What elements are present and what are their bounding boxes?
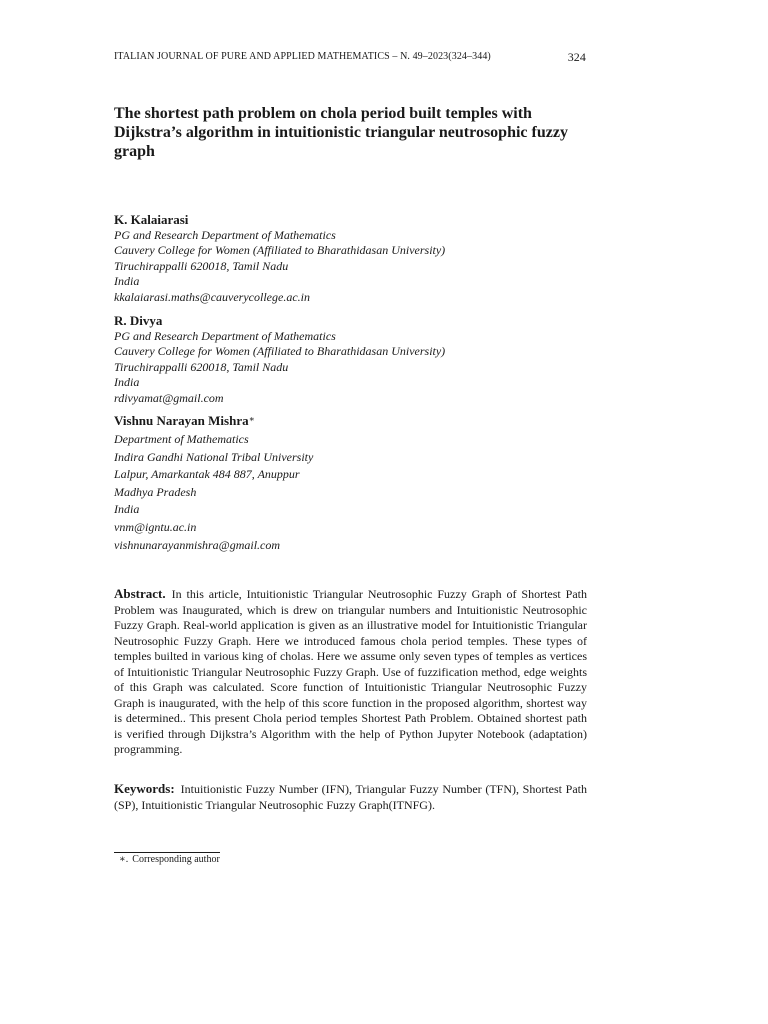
- author-email: vnm@igntu.ac.in: [114, 519, 197, 534]
- author-block-divya: [114, 312, 594, 406]
- author-name: [114, 411, 594, 431]
- footnote-text: Corresponding author: [132, 854, 220, 865]
- affiliation-city: Tiruchirappalli 620018, Tamil Nadu: [114, 359, 289, 374]
- affiliation-city: Tiruchirappalli 620018, Tamil Nadu: [114, 258, 289, 273]
- footnote-marker: ∗.: [119, 854, 129, 865]
- page-number: 324: [567, 50, 586, 64]
- affiliation-college: Cauvery College for Women (Affiliated to Bharathidasan University): [114, 243, 446, 258]
- author-name: K. Kalaiarasi: [114, 212, 189, 227]
- author-email: kkalaiarasi.maths@cauverycollege.ac.in: [114, 289, 310, 304]
- affiliation-department: Department of Mathematics: [114, 432, 249, 446]
- author-name: R. Divya: [114, 313, 163, 328]
- corresponding-author-marker: ∗: [248, 414, 255, 424]
- affiliation-country: India: [114, 502, 140, 517]
- author-name-text: Vishnu Narayan Mishra: [114, 413, 249, 428]
- paper-title: The shortest path problem on chola period built temples with Dijkstra’s algorithm in intuitionistic triangular neutrosophic fuzzy graph: [114, 105, 568, 160]
- abstract-label: Abstract.: [114, 586, 166, 601]
- affiliation-department: PG and Research Department of Mathematics: [114, 228, 336, 242]
- running-head: [114, 51, 586, 62]
- author-email: rdivyamat@gmail.com: [114, 390, 224, 405]
- affiliation-department: PG and Research Department of Mathematics: [114, 329, 336, 343]
- affiliation-country: India: [114, 375, 140, 390]
- affiliation-university: Indira Gandhi National Tribal University: [114, 449, 314, 464]
- journal-name: ITALIAN JOURNAL OF PURE AND APPLIED MATHEMATICS – N. 49–2023(324–344): [114, 51, 491, 62]
- author-email-alt: vishnunarayanmishra@gmail.com: [114, 537, 281, 552]
- keywords-label: Keywords:: [114, 781, 175, 796]
- affiliation-country: India: [114, 274, 140, 289]
- keywords-text: Intuitionistic Fuzzy Number (IFN), Triangular Fuzzy Number (TFN), Shortest Path (SP), Intuitionistic Triangular Neutrosophic Fuzzy Graph(ITNFG).: [114, 782, 587, 812]
- abstract: [114, 586, 587, 758]
- affiliation-city: Lalpur, Amarkantak 484 887, Anuppur: [114, 467, 300, 482]
- footnote: [119, 853, 220, 866]
- abstract-text: In this article, Intuitionistic Triangular Neutrosophic Fuzzy Graph of Shortest Path Problem was Inaugurated, which is drew on triangular numbers and Intuitionistic Neutrosophic Fuzzy Graph. Real-world application is given as an illustrative model for Intuitionistic Triangular Neutrosophic Fuzzy Graph. Here we introduced famous chola period temples. These types of temples builted in various king of cholas. Here we assume only seven types of temples as vertices of Intuitionistic Triangular Neutrosophic Fuzzy Graph. Use of fuzzification method, edge weights of this Graph was calculated. Score function of Intuitionistic Triangular Neutrosophic Fuzzy Graph is inaugurated, with the help of this score function in the proposed algorithm, shortest way is determined.. This present Chola period temples Shortest Path Problem. Obtained shortest path is verified through Dijkstra’s Algorithm with the help of Python Jupyter Notebook (adaptation) programming.: [114, 587, 587, 756]
- keywords: [114, 781, 587, 813]
- author-block-kalaiarasi: [114, 211, 594, 305]
- author-block-mishra: [114, 411, 594, 554]
- affiliation-state: Madhya Pradesh: [114, 484, 197, 499]
- affiliation-college: Cauvery College for Women (Affiliated to Bharathidasan University): [114, 344, 446, 359]
